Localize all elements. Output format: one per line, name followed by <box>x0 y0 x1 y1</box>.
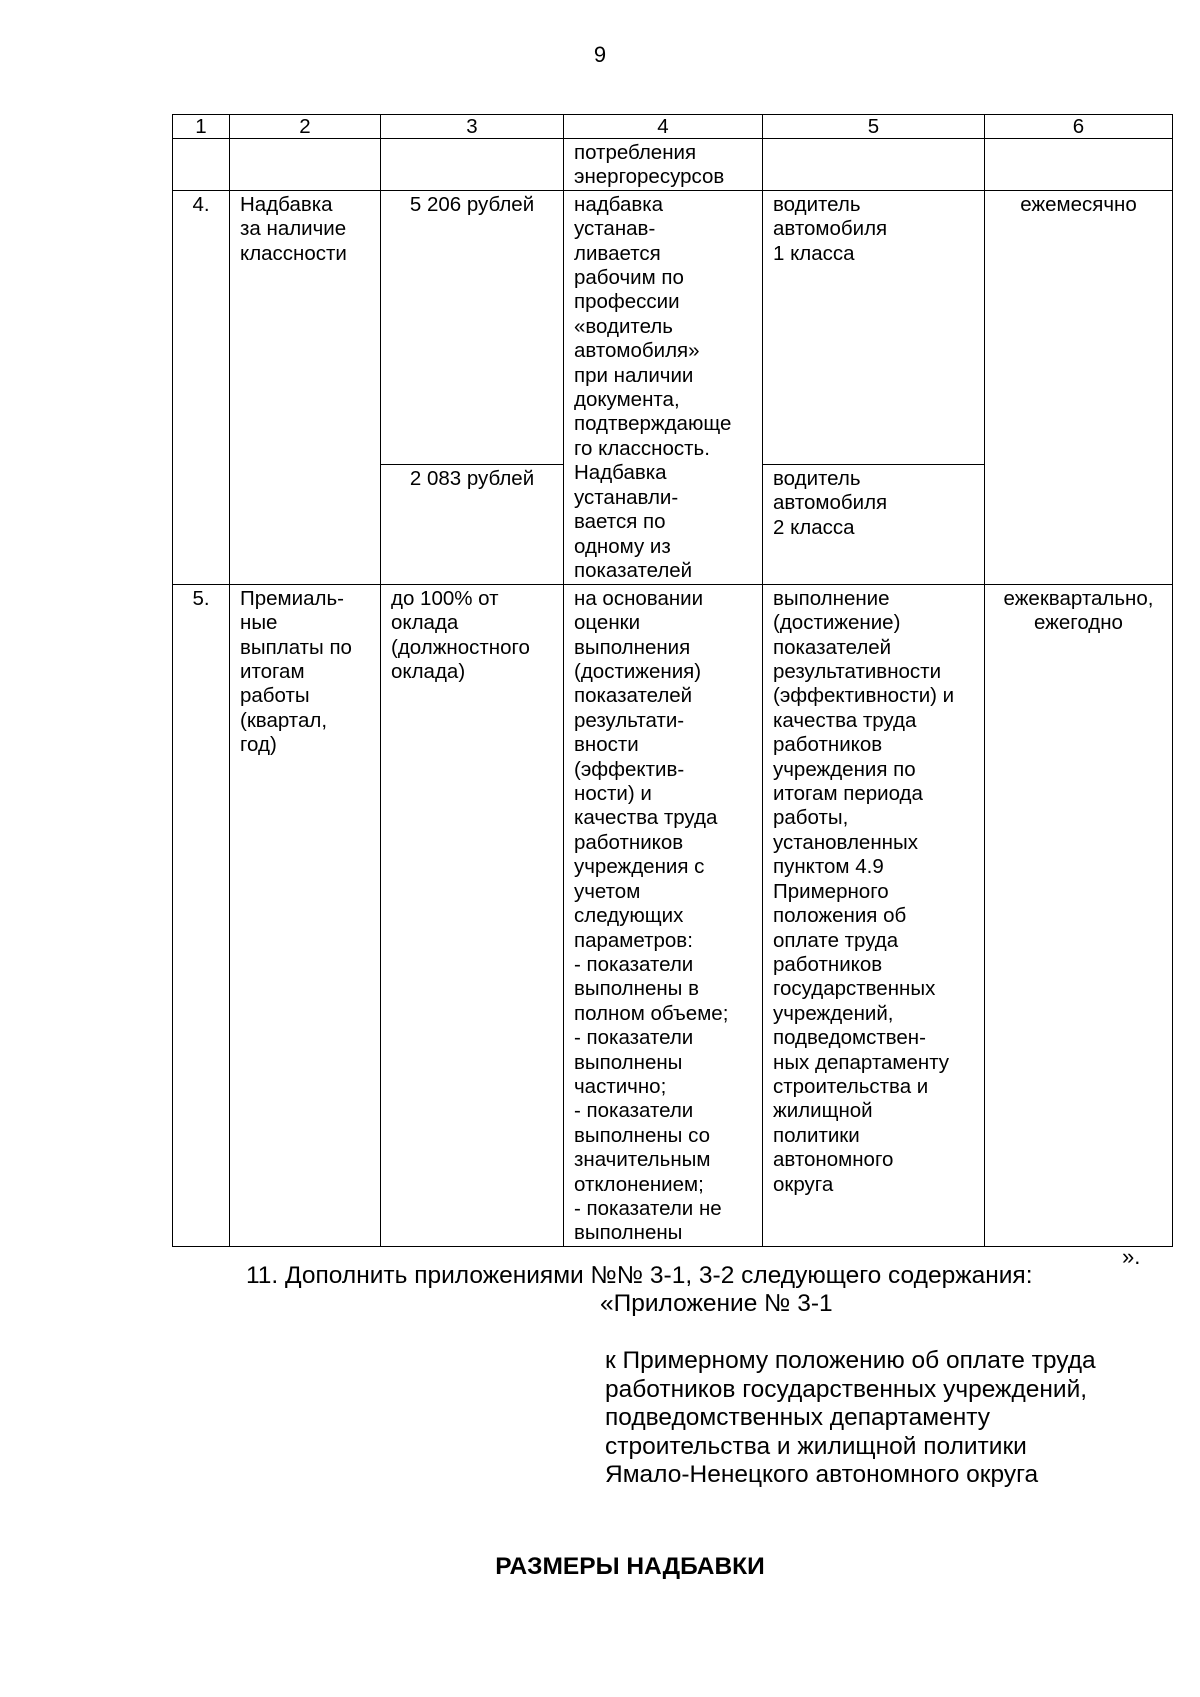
allowance-indicator: водитель автомобиля 1 класса <box>763 190 985 464</box>
appendix-title: «Приложение № 3-1 <box>600 1290 833 1317</box>
allowance-indicator: выполнение (достижение) показателей результативности (эффективности) и качества труда работников учреждения по итогам периода работы, установленных пунктом 4.9 Примерного положения об оплате труда работников государственных учреждений, подведомствен- ных департаменту строительства и жилищной политики автономного округа <box>763 584 985 1246</box>
allowance-amount: 2 083 рублей <box>381 464 564 584</box>
header-cell: 3 <box>381 115 564 139</box>
allowance-name: Премиаль- ные выплаты по итогам работы (квартал, год) <box>230 584 381 1246</box>
closing-quote: ». <box>1122 1244 1141 1269</box>
allowance-amount: до 100% от оклада (должностного оклада) <box>381 584 564 1246</box>
appendix-caption-line: Ямало-Ненецкого автономного округа <box>605 1461 1039 1488</box>
allowance-condition: на основании оценки выполнения (достижения) показателей результати- вности (эффектив- ности) и качества труда работников учреждения с учетом следующих параметров: - показатели выполнены в полном объеме; - показатели выполнены частично; - показатели выполнены со значительным отклонением; - показатели не выполнены <box>564 584 763 1246</box>
header-cell: 5 <box>763 115 985 139</box>
row-number: 5. <box>173 584 230 1246</box>
table-header-row <box>173 115 1173 139</box>
allowance-name: Надбавка за наличие классности <box>230 190 381 584</box>
allowance-condition: надбавка устанав- ливается рабочим по профессии «водитель автомобиля» при наличии документа, подтверждающе го классность. Надбавка устанавли- вается по одному из показателей <box>564 190 763 584</box>
appendix-caption <box>605 1347 1096 1490</box>
table-row-4 <box>173 190 1173 464</box>
row-number: 4. <box>173 190 230 584</box>
allowance-indicator: водитель автомобиля 2 класса <box>763 464 985 584</box>
page-number: 9 <box>593 42 607 67</box>
appendix-caption-line: подведомственных департаменту <box>605 1404 991 1431</box>
appendix-caption-line: работников государственных учреждений, <box>605 1375 1088 1403</box>
header-cell: 1 <box>173 115 230 139</box>
header-cell: 2 <box>230 115 381 139</box>
appendix-caption-line: к Примерному положению об оплате труда <box>605 1347 1096 1374</box>
header-cell: 4 <box>564 115 763 139</box>
table-row-continuation <box>173 139 1173 191</box>
allowance-period: ежеквартально, ежегодно <box>985 584 1173 1246</box>
header-cell: 6 <box>985 115 1173 139</box>
allowance-amount: 5 206 рублей <box>381 190 564 464</box>
allowance-period: ежемесячно <box>985 190 1173 584</box>
allowances-table <box>172 114 1173 1247</box>
section-heading: РАЗМЕРЫ НАДБАВКИ <box>495 1553 765 1580</box>
table-row-5 <box>173 584 1173 1246</box>
paragraph-11: 11. Дополнить приложениями №№ 3-1, 3-2 следующего содержания: <box>246 1262 1033 1289</box>
appendix-caption-line: строительства и жилищной политики <box>605 1432 1027 1460</box>
continuation-cell: потребления энергоресурсов <box>564 139 763 191</box>
